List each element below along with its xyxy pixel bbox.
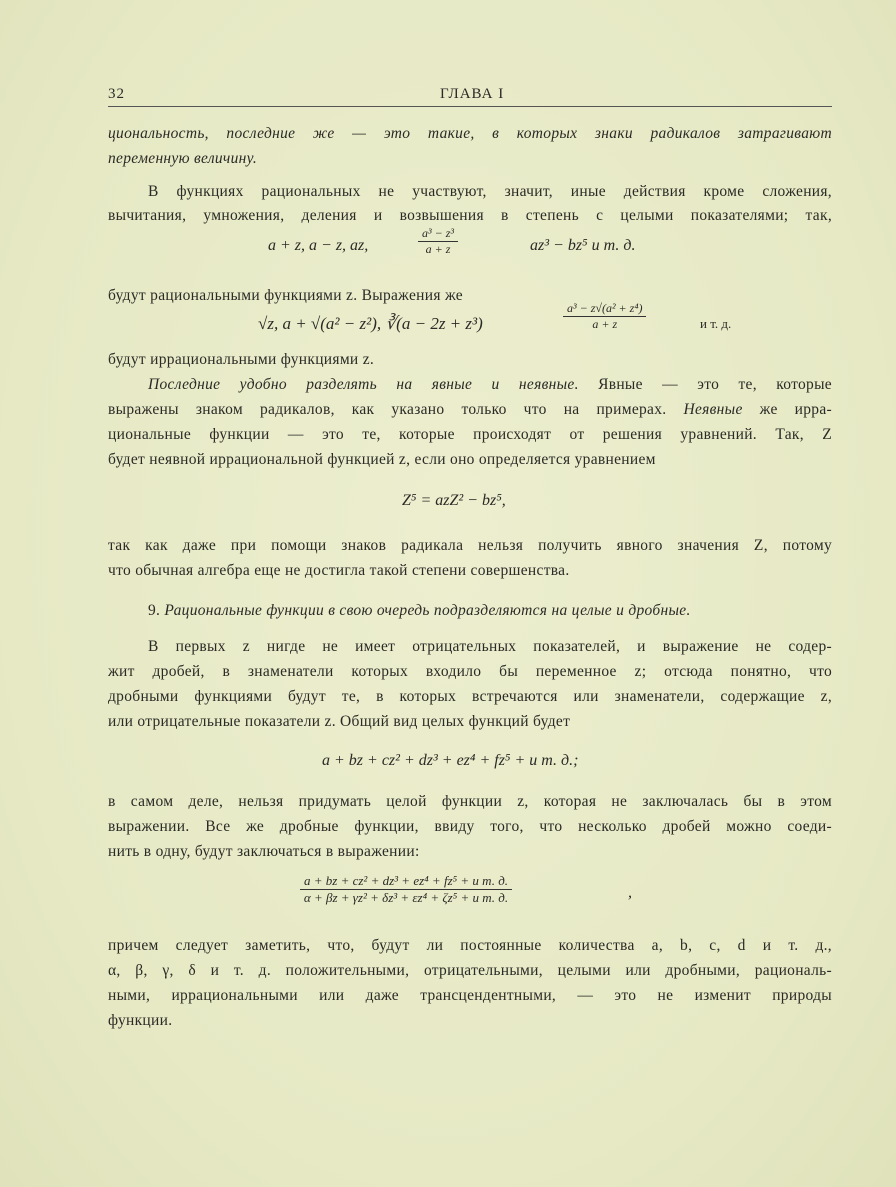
italic-phrase: Рациональные функции в свою очередь подразделяются на целые и дробные. [164, 602, 691, 619]
text-line: в самом деле, нельзя придумать целой функции z, которая не заключалась бы в этом [108, 793, 832, 810]
formula-fraction [563, 301, 646, 332]
formula: a + bz + cz² + dz³ + ez⁴ + fz⁵ + и т. д.; [322, 752, 579, 769]
text-line: ными, иррациональными или даже трансцендентными, — это не изменит природы [108, 987, 832, 1004]
formula: a + z, a − z, az, [268, 237, 369, 254]
text-span: Явные — это те, которые [598, 376, 832, 393]
text-line: переменную величину. [108, 150, 258, 167]
text-line: что обычная алгебра еще не достигла такой степени совершенства. [108, 562, 570, 579]
text-line: В первых z нигде не имеет отрицательных показателей, и выражение не содер- [148, 638, 832, 655]
text-span: же ирра- [759, 401, 832, 418]
text-line: циональность, последние же — это такие, в которых знаки радикалов затрагивают [108, 125, 832, 142]
text-line: циональные функции — это те, которые происходят от решения уравнений. Так, Z [108, 426, 832, 443]
text-line: или отрицательные показатели z. Общий вид целых функций будет [108, 713, 571, 730]
denominator: a + z [592, 317, 618, 331]
page-number: 32 [108, 86, 125, 102]
denominator: α + βz + γz² + δz³ + εz⁴ + ζz⁵ + и т. д. [303, 890, 509, 905]
numerator: a + bz + cz² + dz³ + ez⁴ + fz⁵ + и т. д. [300, 873, 512, 890]
text-line: так как даже при помощи знаков радикала нельзя получить явного значения Z, потому [108, 537, 832, 554]
formula: √z, a + √(a² − z²), ∛(a − 2z + z³) [258, 314, 483, 333]
formula: Z⁵ = azZ² − bz⁵, [402, 492, 506, 509]
formula-fraction [300, 873, 512, 906]
running-title: ГЛАВА I [440, 86, 505, 102]
numerator: a³ − z√(a² + z⁴) [563, 301, 646, 317]
text-line: будет неявной иррациональной функцией z, если оно определяется уравнением [108, 451, 656, 468]
formula-fraction [418, 226, 458, 257]
text-line: выражении. Все же дробные функции, ввиду того, что несколько дробей можно соеди- [108, 818, 832, 835]
text-line: дробными функциями будут те, в которых встречаются или знаменатели, содержащие z, [108, 688, 832, 705]
text-line: будут рациональными функциями z. Выражения же [108, 287, 463, 304]
formula: и т. д. [700, 316, 732, 331]
text-line [108, 400, 832, 420]
text-line: функции. [108, 1012, 173, 1029]
formula-comma: , [628, 884, 632, 901]
text-line: вычитания, умножения, деления и возвышения в степень с целыми показателями; так, [108, 207, 832, 224]
section-number: 9. [148, 602, 161, 619]
text-line: В функциях рациональных не участвуют, значит, иные действия кроме сложения, [148, 183, 832, 200]
section-heading [148, 601, 832, 621]
italic-phrase: Последние удобно разделять на явные и неявные. [148, 376, 579, 393]
text-line: будут иррациональными функциями z. [108, 351, 375, 368]
header-rule [108, 106, 832, 107]
text-span: выражены знаком радикалов, как указано только что на примерах. [108, 401, 667, 418]
text-line: α, β, γ, δ и т. д. положительными, отрицательными, целыми или дробными, рациональ- [108, 962, 832, 979]
text-line: нить в одну, будут заключаться в выражении: [108, 843, 420, 860]
numerator: a³ − z³ [418, 226, 458, 242]
italic-phrase: Неявные [683, 401, 743, 418]
formula: az³ − bz⁵ и т. д. [530, 237, 636, 254]
text-line: причем следует заметить, что, будут ли постоянные количества a, b, c, d и т. д., [108, 937, 832, 954]
text-line: жит дробей, в знаменатели которых входило бы переменное z; отсюда понятно, что [108, 663, 832, 680]
text-line [148, 375, 832, 395]
denominator: a + z [425, 242, 451, 256]
